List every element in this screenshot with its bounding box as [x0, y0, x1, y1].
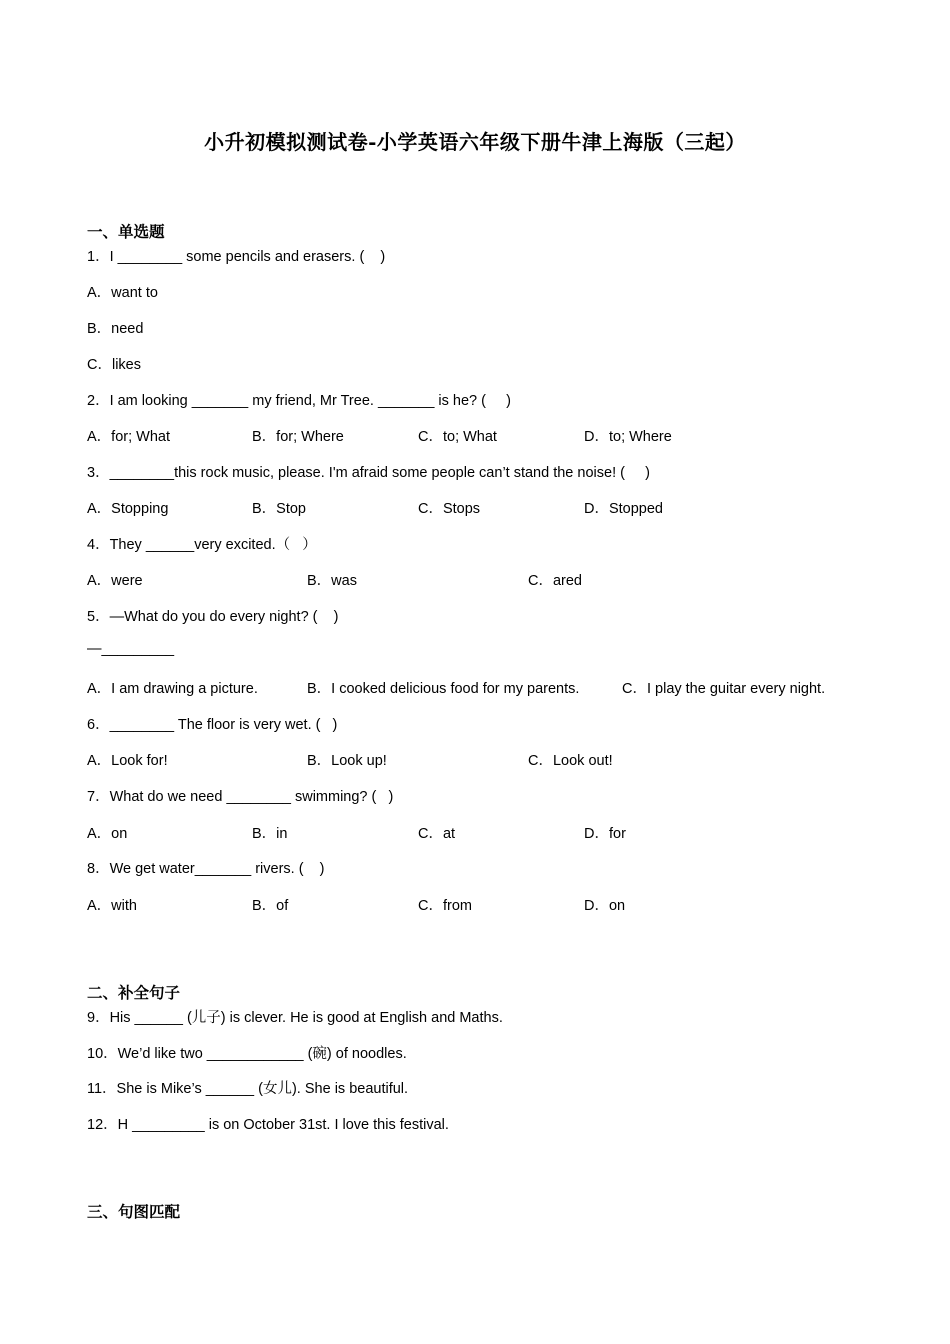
- question-2-option-c: C．to; What: [418, 429, 497, 445]
- question-6-stem: 6．________ The floor is very wet. ( ): [87, 717, 338, 733]
- question-1-option-a: A．want to: [87, 285, 158, 301]
- question-5-stem: 5．—What do you do every night? ( ): [87, 609, 339, 625]
- question-1-option-c: C．likes: [87, 357, 141, 373]
- question-8-option-d: D．on: [584, 898, 626, 914]
- question-6-option-b: B．Look up!: [307, 753, 387, 769]
- question-5-option-c: C．I play the guitar every night.: [622, 681, 826, 697]
- page-title: 小升初模拟测试卷-小学英语六年级下册牛津上海版（三起）: [204, 130, 746, 154]
- question-3-option-c: C．Stops: [418, 501, 481, 517]
- question-1-option-b: B．need: [87, 321, 144, 337]
- question-4-option-a: A．were: [87, 573, 143, 589]
- question-3-option-d: D．Stopped: [584, 501, 663, 517]
- question-3-stem: 3．________this rock music, please. I'm afraid some people can’t stand the noise! ( ): [87, 465, 650, 481]
- question-11-text: 11．She is Mike’s ______ (女儿). She is beautiful.: [87, 1081, 409, 1097]
- question-2-option-a: A．for; What: [87, 429, 170, 445]
- question-2-option-b: B．for; Where: [252, 429, 344, 445]
- question-4-option-c: C．ared: [528, 573, 582, 589]
- section-heading-complete-sentences: 二、补全句子: [87, 985, 181, 1002]
- section-heading-single-choice: 一、单选题: [87, 224, 165, 241]
- question-7-stem: 7．What do we need ________ swimming? ( ): [87, 789, 394, 805]
- question-8-option-a: A．with: [87, 898, 137, 914]
- question-2-option-d: D．to; Where: [584, 429, 672, 445]
- question-1-stem: 1．I ________ some pencils and erasers. ( ): [87, 249, 386, 265]
- question-5-option-b: B．I cooked delicious food for my parents.: [307, 681, 580, 697]
- question-4-option-b: B．was: [307, 573, 357, 589]
- question-8-option-c: C．from: [418, 898, 472, 914]
- question-8-stem: 8．We get water_______ rivers. ( ): [87, 861, 325, 877]
- question-7-option-a: A．on: [87, 826, 128, 842]
- question-6-option-c: C．Look out!: [528, 753, 613, 769]
- question-6-option-a: A．Look for!: [87, 753, 168, 769]
- section-heading-sentence-picture-matching: 三、句图匹配: [87, 1204, 181, 1221]
- question-8-option-b: B．of: [252, 898, 289, 914]
- question-9-text: 9．His ______ (儿子) is clever. He is good at English and Maths.: [87, 1010, 503, 1026]
- question-3-option-b: B．Stop: [252, 501, 306, 517]
- question-2-stem: 2．I am looking _______ my friend, Mr Tree. _______ is he? ( ): [87, 393, 511, 409]
- question-7-option-d: D．for: [584, 826, 626, 842]
- question-7-option-b: B．in: [252, 826, 288, 842]
- question-5-answer-line: —_________: [87, 641, 175, 657]
- question-5-option-a: A．I am drawing a picture.: [87, 681, 258, 697]
- question-12-text: 12．H _________ is on October 31st. I love this festival.: [87, 1117, 449, 1133]
- question-7-option-c: C．at: [418, 826, 456, 842]
- question-3-option-a: A．Stopping: [87, 501, 169, 517]
- question-4-stem: 4．They ______very excited.（ ）: [87, 537, 317, 553]
- question-10-text: 10．We’d like two ____________ (碗) of noodles.: [87, 1046, 407, 1062]
